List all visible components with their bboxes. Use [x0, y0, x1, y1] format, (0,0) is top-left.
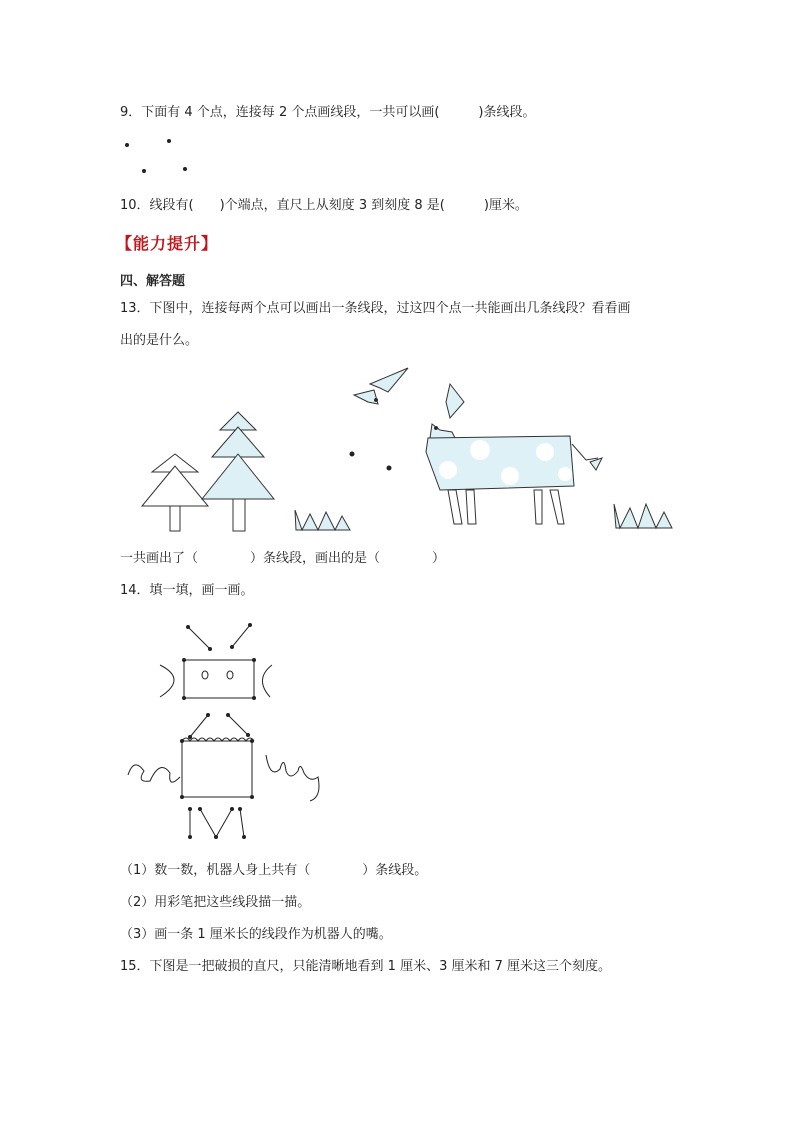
cow: [426, 384, 602, 524]
question-13-line1: 13．下图中，连接每两个点可以画出一条线段，过这四个点一共能画出几条线段？看看画: [120, 301, 631, 316]
robot-figure: [120, 615, 340, 845]
small-tree: [142, 454, 208, 531]
part-four-heading: 四、解答题: [120, 274, 186, 289]
question-13-answer-line: 一共画出了（ ）条线段，画出的是（ ）: [120, 551, 446, 566]
scene-trees-cow-figure: [130, 362, 690, 542]
section-title-ability: 【能力提升】: [116, 234, 219, 253]
big-tree: [202, 412, 274, 531]
dot-b: [387, 466, 392, 471]
question-13-line2: 出的是什么。: [120, 333, 199, 348]
question-14-sub2: （2）用彩笔把这些线段描一描。: [120, 895, 311, 910]
dot-a: [350, 452, 355, 457]
grass-left: [295, 510, 350, 530]
question-14-sub1: （1）数一数，机器人身上共有（ ）条线段。: [120, 863, 428, 878]
four-dots-figure: [115, 135, 205, 180]
question-14-title: 14．填一填，画一画。: [120, 583, 254, 598]
question-15-text: 15．下图是一把破损的直尺，只能清晰地看到 1 厘米、3 厘米和 7 厘米这三个刻度。: [120, 959, 612, 974]
question-9-text: 9．下面有 4 个点，连接每 2 个点画线段，一共可以画( )条线段。: [120, 105, 536, 120]
bird: [354, 368, 408, 404]
question-14-sub3: （3）画一条 1 厘米长的线段作为机器人的嘴。: [120, 927, 392, 942]
grass-right: [614, 504, 672, 528]
question-10-text: 10．线段有( )个端点，直尺上从刻度 3 到刻度 8 是( )厘米。: [120, 198, 528, 213]
